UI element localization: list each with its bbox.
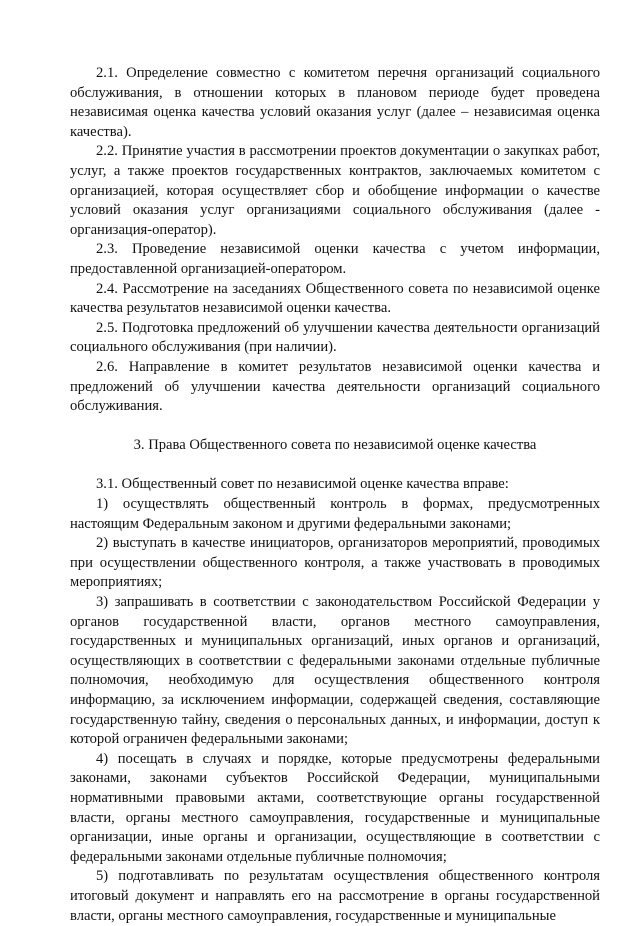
list-item-2: 2) выступать в качестве инициаторов, организаторов мероприятий, проводимых при осуществлении общественного контроля, а также участвовать в проводимых мероприятиях; — [70, 535, 600, 591]
paragraph-2-1: 2.1. Определение совместно с комитетом перечня организаций социального обслуживания, в отношении которых в плановом периоде будет проведена независимая оценка качества условий оказания услуг (далее – независимая оценка качества). — [70, 65, 600, 140]
paragraph-2-4: 2.4. Рассмотрение на заседаниях Общественного совета по независимой оценке качества результатов независимой оценки качества. — [70, 280, 600, 317]
list-item-3: 3) запрашивать в соответствии с законодательством Российской Федерации у органов государственной власти, органов местного самоуправления, государственных и муниципальных организаций, иных органов и организаций, осуществляющих в соответствии с федеральными законами отдельные публичные полномочия, необходимую для осуществления общественного контроля информацию, за исключением информации, содержащей сведения, составляющие государственную тайну, сведения о персональных данных, и информации, доступ к которой ограничен федеральными законами; — [70, 594, 600, 748]
paragraph-2-3: 2.3. Проведение независимой оценки качества с учетом информации, предоставленной организацией-оператором. — [70, 241, 600, 277]
spacer — [70, 456, 600, 476]
list-item-4: 4) посещать в случаях и порядке, которые предусмотрены федеральными законами, законами субъектов Российской Федерации, муниципальными нормативными правовыми актами, соответствующие органы государственной власти, органы местного самоуправления, государственные и муниципальные организации, иные органы и организации, осуществляющие в соответствии с федеральными законами отдельные публичные полномочия; — [70, 750, 600, 865]
spacer — [70, 417, 600, 437]
paragraph-2-5: 2.5. Подготовка предложений об улучшении качества деятельности организаций социального обслуживания (при наличии). — [70, 319, 600, 356]
list-item-5: 5) подготавливать по результатам осуществления общественного контроля итоговый документ и направлять его на рассмотрение в органы государственной власти, органы местного самоуправления, государственные и муниципальные — [70, 868, 600, 924]
paragraph-3-1: 3.1. Общественный совет по независимой оценке качества вправе: — [96, 476, 509, 493]
paragraph-2-2: 2.2. Принятие участия в рассмотрении проектов документации о закупках работ, услуг, а также проектов государственных контрактов, заключаемых комитетом с организацией, которая осуществляет сбор и обобщение информации о качестве условий оказания услуг организациями социального обслуживания (далее - организация-оператор). — [70, 143, 600, 238]
document-page — [70, 64, 600, 926]
section-3-heading: 3. Права Общественного совета по независимой оценке качества — [133, 437, 537, 454]
paragraph-2-6: 2.6. Направление в комитет результатов независимой оценки качества и предложений об улучшении качества деятельности организаций социального обслуживания. — [70, 358, 600, 415]
list-item-1: 1) осуществлять общественный контроль в формах, предусмотренных настоящим Федеральным законом и другими федеральными законами; — [70, 496, 600, 532]
